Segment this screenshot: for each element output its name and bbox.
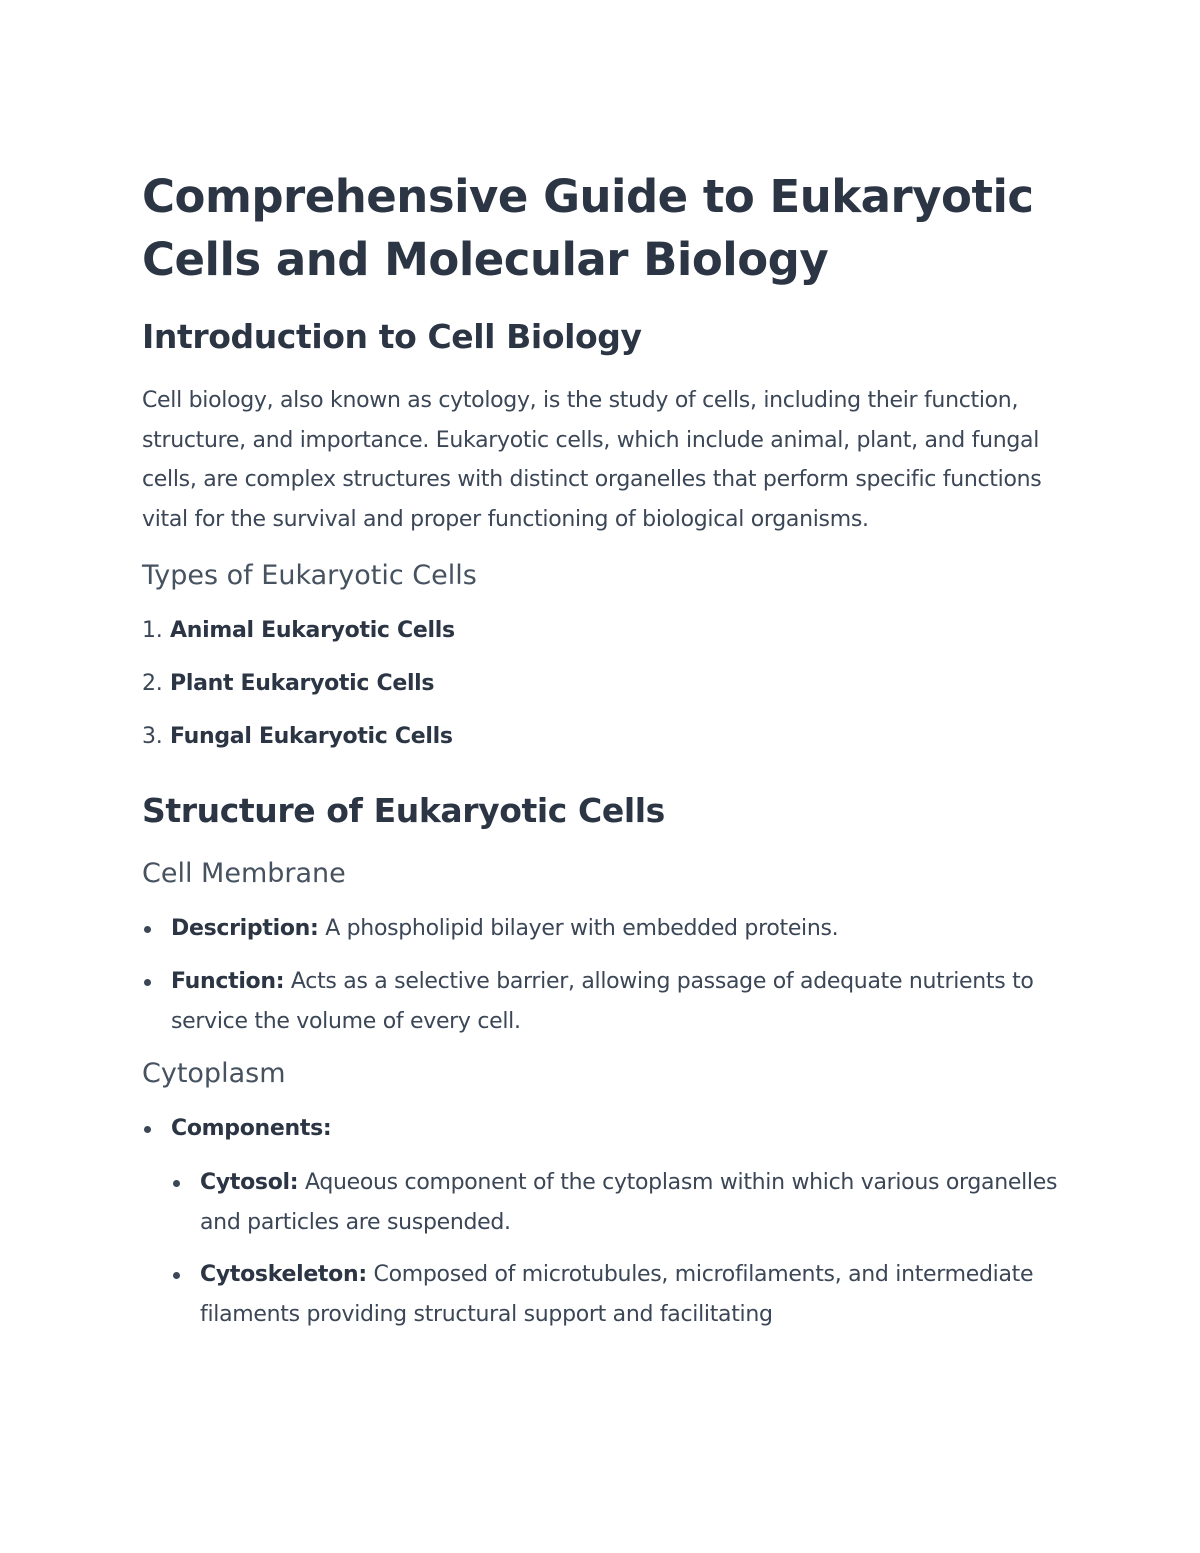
list-item [142,1109,1062,1335]
sublist-item [171,1163,1062,1243]
bullet-icon [173,1180,180,1187]
structure-heading: Structure of Eukaryotic Cells [142,791,665,830]
list-number: 1. [142,618,163,643]
sublist-item [171,1255,1062,1335]
sublist-item-label: Cytosol: [200,1170,299,1195]
bullet-icon [144,979,151,986]
types-heading: Types of Eukaryotic Cells [142,560,477,591]
membrane-heading: Cell Membrane [142,858,346,889]
list-item-label: Description: [171,916,319,941]
document-page [142,165,1062,1348]
list-item-label: Components: [171,1116,332,1141]
bullet-icon [144,926,151,933]
list-item-label: Animal Eukaryotic Cells [170,618,455,643]
bullet-icon [173,1272,180,1279]
list-item-label: Function: [171,969,285,994]
list-item [142,909,1062,949]
components-sublist [171,1163,1062,1335]
list-item-label: Plant Eukaryotic Cells [170,671,435,696]
cytoplasm-list [142,1109,1062,1335]
list-item-text: Acts as a selective barrier, allowing passage of adequate nutrients to service the volume of every cell. [171,969,1034,1034]
membrane-list [142,909,1062,1042]
cytoplasm-heading: Cytoplasm [142,1058,286,1089]
document-title: Comprehensive Guide to Eukaryotic Cells and Molecular Biology [142,170,1034,286]
list-number: 2. [142,671,163,696]
list-item-text: A phospholipid bilayer with embedded proteins. [318,916,839,941]
list-item [142,611,1062,651]
types-list [142,611,1062,757]
sublist-item-label: Cytoskeleton: [200,1262,367,1287]
intro-heading: Introduction to Cell Biology [142,317,642,356]
list-item [142,962,1062,1042]
list-item [142,717,1062,757]
list-item [142,664,1062,704]
bullet-icon [144,1126,151,1133]
list-number: 3. [142,724,163,749]
intro-paragraph: Cell biology, also known as cytology, is the study of cells, including their function, structure, and importance. Eukaryotic cells, which include animal, plant, and fungal cells, are complex structures with distinct organelles that perform specific functions vital for the survival and proper functioning of biological organisms. [142,388,1042,532]
list-item-label: Fungal Eukaryotic Cells [170,724,453,749]
sublist-item-text: Aqueous component of the cytoplasm within which various organelles and particles are suspended. [200,1170,1058,1235]
sublist-item-text: Composed of microtubules, microfilaments, and intermediate filaments providing structural support and facilitating [200,1262,1034,1327]
